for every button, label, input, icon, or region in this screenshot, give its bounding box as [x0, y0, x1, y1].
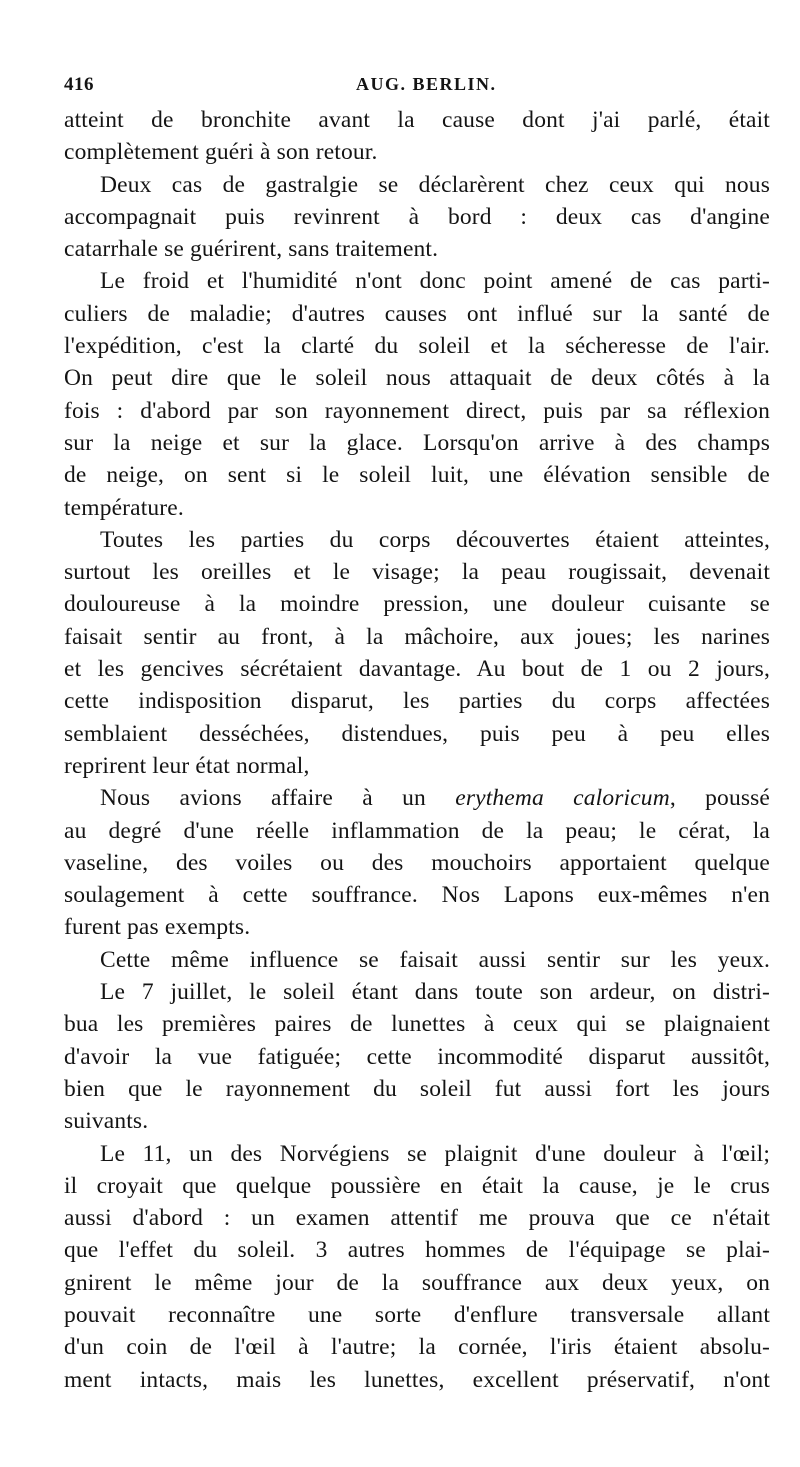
page-header: [64, 74, 768, 100]
text-line: Le froid et l'humidité n'ont donc point amené de cas parti-: [100, 268, 770, 295]
text-line: bua les premières paires de lunettes à ceux qui se plaignaient: [64, 1011, 770, 1038]
text-line: Deux cas de gastralgie se déclarèrent chez ceux qui nous: [100, 171, 770, 198]
text-line: fois : d'abord par son rayonnement direct, puis par sa réflexion: [64, 397, 770, 424]
text-line: ment intacts, mais les lunettes, excellent préservatif, n'ont: [64, 1366, 770, 1393]
text-line: Toutes les parties du corps découvertes étaient atteintes,: [100, 526, 770, 553]
text-line: pouvait reconnaître une sorte d'enflure transversale allant: [64, 1301, 770, 1328]
italic-term: erythema caloricum: [455, 785, 670, 812]
text-line: bien que le rayonnement du soleil fut aussi fort les jours: [64, 1075, 770, 1102]
text-line: complètement guéri à son retour.: [64, 139, 378, 166]
text-line: que l'effet du soleil. 3 autres hommes de l'équipage se plai-: [64, 1237, 770, 1264]
text-line: température.: [64, 494, 184, 521]
text-line: accompagnait puis revinrent à bord : deux cas d'angine: [64, 203, 770, 230]
running-head: AUG. BERLIN.: [356, 74, 497, 94]
text-line: furent pas exempts.: [64, 914, 251, 941]
text-line: suivants.: [64, 1108, 149, 1135]
text-line: sur la neige et sur la glace. Lorsqu'on arrive à des champs: [64, 429, 770, 456]
text-line: douloureuse à la moindre pression, une douleur cuisante se: [64, 591, 770, 618]
body-text: [64, 104, 770, 1396]
text-line: et les gencives sécrétaient davantage. Au bout de 1 ou 2 jours,: [64, 656, 770, 683]
text-line: On peut dire que le soleil nous attaquait de deux côtés à la: [64, 365, 770, 392]
text-line: l'expédition, c'est la clarté du soleil et la sécheresse de l'air.: [64, 333, 770, 360]
text-line: culiers de maladie; d'autres causes ont influé sur la santé de: [64, 300, 770, 327]
text-line: gnirent le même jour de la souffrance aux deux yeux, on: [64, 1269, 770, 1296]
text-segment: , poussé: [669, 785, 771, 812]
text-line: cette indisposition disparut, les parties du corps affectées: [64, 688, 770, 715]
text-line: reprirent leur état normal,: [64, 752, 310, 779]
text-line: au degré d'une réelle inflammation de la peau; le cérat, la: [64, 817, 770, 844]
text-line: aussi d'abord : un examen attentif me prouva que ce n'était: [64, 1205, 770, 1232]
text-line: d'avoir la vue fatiguée; cette incommodité disparut aussitôt,: [64, 1043, 770, 1070]
text-segment: Nous avions affaire à un: [100, 785, 456, 812]
text-line: surtout les oreilles et le visage; la peau rougissait, devenait: [64, 559, 770, 586]
text-line: semblaient desséchées, distendues, puis peu à peu elles: [64, 720, 770, 747]
text-line: vaseline, des voiles ou des mouchoirs apportaient quelque: [64, 849, 770, 876]
text-line: de neige, on sent si le soleil luit, une élévation sensible de: [64, 462, 770, 489]
text-line: Le 7 juillet, le soleil étant dans toute son ardeur, on distri-: [100, 979, 770, 1006]
text-line: catarrhale se guérirent, sans traitement.: [64, 236, 439, 263]
text-line: il croyait que quelque poussière en était la cause, je le crus: [64, 1172, 770, 1199]
text-line: d'un coin de l'œil à l'autre; la cornée, l'iris étaient absolu-: [64, 1334, 770, 1361]
text-line: Le 11, un des Norvégiens se plaignit d'une douleur à l'œil;: [100, 1140, 770, 1167]
text-line: faisait sentir au front, à la mâchoire, aux joues; les narines: [64, 623, 770, 650]
text-line: soulagement à cette souffrance. Nos Lapons eux-mêmes n'en: [64, 882, 770, 909]
text-line: atteint de bronchite avant la cause dont j'ai parlé, était: [64, 107, 770, 133]
text-line: [64, 782, 770, 814]
page-number: 416: [64, 74, 94, 95]
text-line: Cette même influence se faisait aussi sentir sur les yeux.: [100, 946, 770, 973]
